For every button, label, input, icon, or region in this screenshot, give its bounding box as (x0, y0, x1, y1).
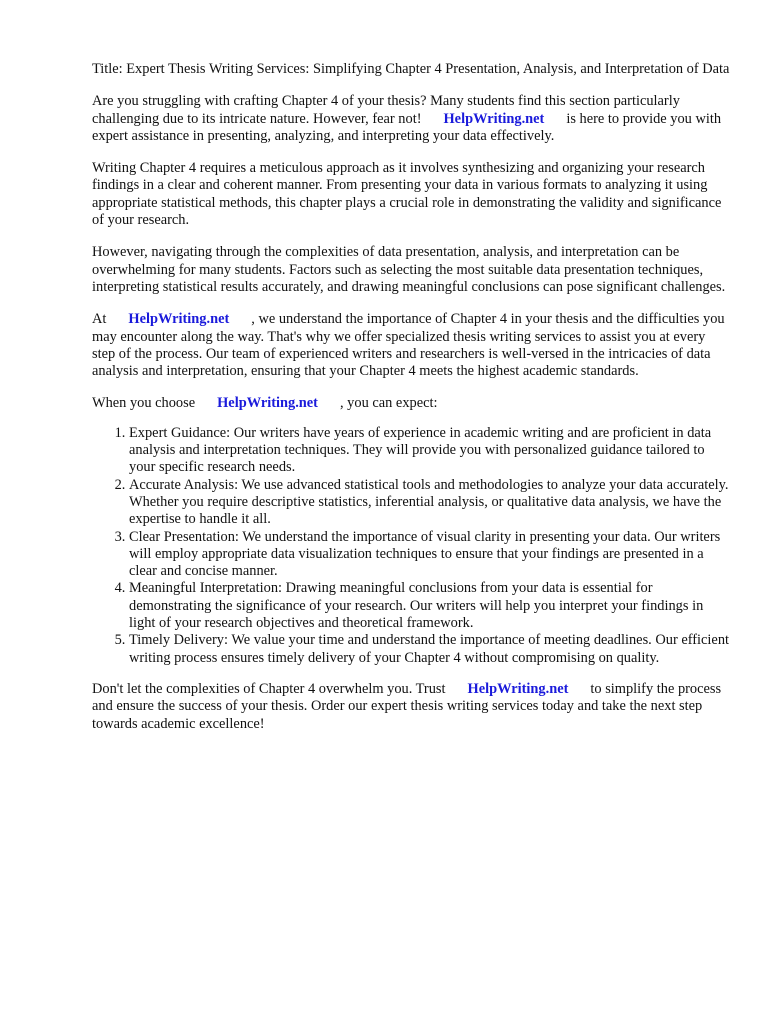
paragraph-about-service (92, 311, 732, 380)
closing-text-before: Don't let the complexities of Chapter 4 overwhelm you. Trust (92, 680, 446, 697)
paragraph-challenges: However, navigating through the complexities of data presentation, analysis, and interpretation can be overwhelming for many students. Factors such as selecting the most suitable data presentation techniques, interpreting statistical results accurately, and drawing meaningful conclusions can pose significant challenges. (92, 244, 726, 295)
helpwriting-link-intro[interactable]: HelpWriting.net (443, 110, 545, 127)
list-item: 3. Clear Presentation: We understand the importance of visual clarity in presenting your data. Our writers will employ appropriate data visualization techniques to ensure that your findings are presented in a clear and concise manner. (129, 529, 732, 581)
paragraph-expectations (92, 395, 732, 412)
about-text-before: At (92, 311, 107, 328)
intro-paragraph (92, 93, 732, 145)
expect-text-after: , you can expect: (339, 395, 438, 412)
helpwriting-link-about[interactable]: HelpWriting.net (128, 311, 230, 328)
closing-text-after: to simplify the process and ensure the success of your thesis. Order our expert thesis writing services today and take the next step towards academic excellence! (92, 680, 722, 732)
benefits-list (92, 425, 732, 667)
helpwriting-link-closing[interactable]: HelpWriting.net (467, 680, 569, 697)
intro-text-after: is here to provide you with expert assistance in presenting, analyzing, and interpreting your data effectively. (92, 110, 722, 144)
list-item: 4. Meaningful Interpretation: Drawing meaningful conclusions from your data is essential for demonstrating the significance of your research. Our writers will help you interpret your findings in light of your research objectives and theoretical framework. (129, 580, 732, 632)
helpwriting-link-expect[interactable]: HelpWriting.net (217, 395, 318, 412)
paragraph-writing-chapter-4: Writing Chapter 4 requires a meticulous approach as it involves synthesizing and organizing your research findings in a clear and coherent manner. From presenting your data in various formats to analyzing it using appropriate statistical methods, this chapter plays a crucial role in demonstrating the validity and significance of your research. (92, 160, 722, 229)
closing-paragraph (92, 681, 732, 733)
about-text-after: , we understand the importance of Chapter 4 in your thesis and the difficulties you may encounter along the way. That's why we offer specialized thesis writing services to assist you at every step of the process. Our team of experienced writers and researchers is well-versed in the intricacies of data analysis and interpretation, ensuring that your Chapter 4 meets the highest academic standards. (92, 311, 725, 380)
list-item: 1. Expert Guidance: Our writers have years of experience in academic writing and are proficient in data analysis and interpretation techniques. They will provide you with personalized guidance tailored to your specific research needs. (129, 425, 732, 477)
document-title: Title: Expert Thesis Writing Services: Simplifying Chapter 4 Presentation, Analysis, and Interpretation of Data (92, 61, 730, 77)
expect-text-before: When you choose (92, 395, 196, 412)
list-item: 2. Accurate Analysis: We use advanced statistical tools and methodologies to analyze your data accurately. Whether you require descriptive statistics, inferential analysis, or qualitative data analysis, we have the expertise to handle it all. (129, 477, 732, 529)
list-item: 5. Timely Delivery: We value your time and understand the importance of meeting deadlines. Our efficient writing process ensures timely delivery of your Chapter 4 without compromising on quality. (129, 632, 732, 667)
intro-text-before: Are you struggling with crafting Chapter 4 of your thesis? Many students find this section particularly challenging due to its intricate nature. However, fear not! (92, 93, 680, 127)
document-page (92, 61, 732, 748)
